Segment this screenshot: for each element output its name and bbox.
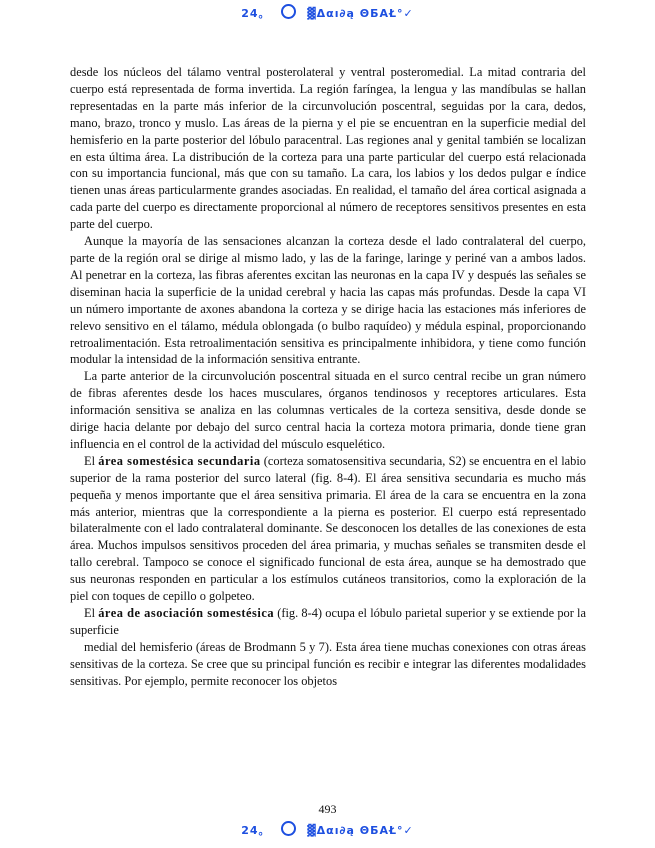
paragraph-4 bbox=[70, 453, 586, 605]
paragraph-6 bbox=[70, 639, 586, 690]
watermark-left-text: 24。 bbox=[241, 824, 271, 837]
paragraph-text: medial del hemisferio (áreas de Brodmann 5 y 7). Esta área tiene muchas conexiones con otras áreas sensitivas de la corteza. Se cree que su principal función es recibir e integrar las diferentes modalidades sensitivas. Por ejemplo, permite reconocer los objetos bbox=[70, 639, 586, 688]
paragraph-text: (corteza somatosensitiva secundaria, S2) se encuentra en el labio superior de la rama posterior del surco lateral (fig. 8-4). El área sensitiva secundaria es mucho más pequeña y menos importante que el área sensitiva primaria. El área de la cara se encuentra en la zona más anterior, mientras que la correspondiente a la pierna es posterior. El cuerpo está representado bilateralmente con el lado contralateral dominante. Se desconocen los detalles de las conexiones de esta área. Muchos impulsos sensitivos proceden del área primaria, y muchas señales se transmiten desde el tallo cerebral. Tampoco se conoce el significado funcional de esta área, aunque se ha demostrado que sus neuronas responden en particular a los estímulos cutáneos transitorios, como la exploración de la piel con toques de cepillo o golpeteo. bbox=[70, 453, 587, 604]
paragraph-text: La parte anterior de la circunvolución poscentral situada en el surco central recibe un gran número de fibras aferentes desde los haces musculares, órganos tendinosos y receptores articulares. Esta información sensitiva se analiza en las columnas verticales de la corteza sensitiva, desde donde se dirige hacia delante por debajo del surco central hacia la corteza motora primaria, donde tiene gran influencia en el control de la actividad del músculo esquelético. bbox=[70, 369, 586, 451]
term-somestesica-secundaria: área somestésica secundaria bbox=[98, 453, 261, 468]
watermark-right-text: ▓Δαı∂ą ΘБАŁ°✓ bbox=[307, 824, 414, 837]
watermark-left-text: 24。 bbox=[241, 7, 271, 20]
paragraph-text: (fig. 8-4) ocupa el lóbulo parietal superior y se extiende por la superficie bbox=[70, 606, 586, 637]
watermark-right-text: ▓Δαı∂ą ΘБАŁ°✓ bbox=[307, 7, 414, 20]
footer-watermark bbox=[0, 821, 655, 838]
paragraph-1 bbox=[70, 64, 586, 233]
term-asociacion-somestesica: área de asociación somestésica bbox=[98, 606, 275, 620]
page-number: 493 bbox=[318, 802, 337, 816]
paragraph-5 bbox=[70, 605, 586, 639]
paragraph-2 bbox=[70, 233, 586, 368]
watermark-circle-icon bbox=[281, 4, 296, 19]
watermark-circle-icon bbox=[281, 821, 296, 836]
paragraph-text: Aunque la mayoría de las sensaciones alcanzan la corteza desde el lado contralateral del cuerpo, parte de la región oral se dirige al mismo lado, y las de la faringe, laringe y periné van a ambos lados. Al penetrar en la corteza, las fibras aferentes excitan las neuronas en la capa IV y después las señales se diseminan hacia la superficie de la unidad cerebral y hacia las capas más profundas. Desde la capa VI un número importante de axones abandona la corteza y se dirige hacia las estaciones más inferiores de relevo sensitivo en el tálamo, médula oblongada (o bulbo raquídeo) y médula espinal, proporcionando retroalimentación. Esta retroalimentación sensitiva es principalmente inhibidora, y tiene como función modular la intensidad de la información sensitiva entrante. bbox=[70, 234, 586, 367]
paragraph-lead: El bbox=[84, 453, 99, 468]
paragraph-text: desde los núcleos del tálamo ventral posterolateral y ventral posteromedial. La mitad contraria del cuerpo está representada de forma invertida. La región faríngea, la lengua y las mandíbulas se hallan representadas en la parte más inferior de la circunvolución poscentral, seguidas por la cara, dedos, mano, brazo, tronco y muslo. Las áreas de la pierna y el pie se encuentran en la superficie medial del hemisferio en la parte posterior del lóbulo paracentral. Las regiones anal y genital también se localizan en esta última área. La distribución de la corteza para una parte particular del cuerpo está relacionada con su importancia funcional, más que con su tamaño. La cara, los labios y los dedos pulgar e índice tienen unas áreas particularmente grandes asociadas. En realidad, el tamaño del área cortical asignada a cada parte del cuerpo es directamente proporcional al número de receptores sensitivos presentes en esta parte del cuerpo. bbox=[70, 65, 586, 232]
paragraph-lead: El bbox=[84, 606, 99, 620]
header-watermark bbox=[0, 4, 655, 21]
paragraph-3 bbox=[70, 368, 586, 453]
body-text bbox=[70, 64, 586, 690]
